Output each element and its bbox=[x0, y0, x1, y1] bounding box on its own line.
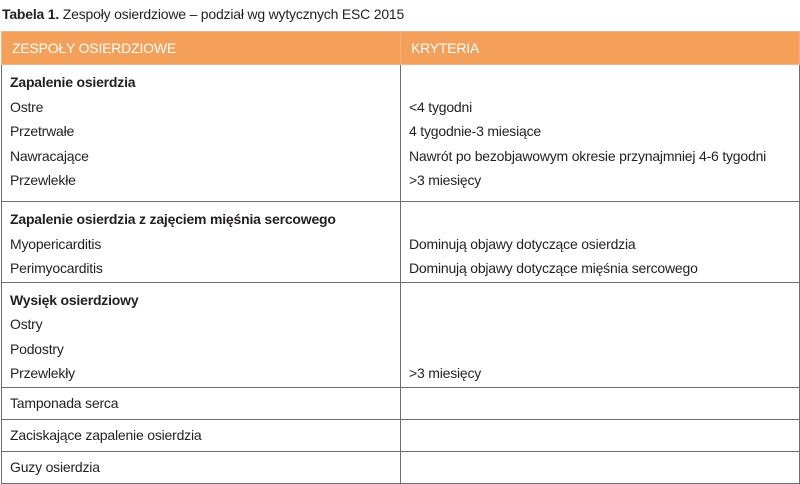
syndrome-cell bbox=[2, 65, 401, 202]
table-row bbox=[2, 387, 800, 419]
criteria-text: <4 tygodni bbox=[409, 98, 472, 115]
criteria-text: >3 miesięcy bbox=[409, 172, 482, 188]
criteria-text bbox=[409, 313, 799, 338]
header-syndromes: ZESPOŁY OSIERDZIOWE bbox=[2, 32, 401, 65]
table-row-group-pericarditis bbox=[2, 65, 800, 202]
table-row bbox=[2, 451, 800, 483]
criteria-cell bbox=[401, 202, 800, 283]
criteria-text bbox=[401, 451, 800, 483]
caption-label: Tabela 1. bbox=[2, 6, 60, 22]
table-row-group-effusion bbox=[2, 282, 800, 387]
syndrome-name: Guzy osierdzia bbox=[2, 451, 401, 483]
table-row bbox=[2, 419, 800, 451]
syndrome-name: Podostry bbox=[10, 340, 64, 357]
header-criteria: KRYTERIA bbox=[401, 32, 800, 65]
criteria-text: >3 miesięcy bbox=[409, 365, 482, 381]
syndrome-cell bbox=[2, 282, 401, 387]
group-title: Wysięk osierdziowy bbox=[10, 291, 139, 308]
group-title: Zapalenie osierdzia bbox=[10, 74, 136, 90]
criteria-cell bbox=[401, 65, 800, 202]
criteria-text bbox=[401, 387, 800, 419]
syndrome-name: Przewlekłe bbox=[10, 172, 76, 188]
syndrome-name: Ostry bbox=[10, 316, 43, 332]
syndrome-name: Tamponada serca bbox=[2, 387, 401, 419]
group-title: Zapalenie osierdzia z zajęciem mięśnia sercowego bbox=[10, 211, 336, 227]
syndrome-name: Nawracające bbox=[10, 147, 89, 164]
criteria-text: 4 tygodnie-3 miesiące bbox=[409, 123, 541, 139]
caption-text: Zespoły osierdziowe – podział wg wytycznych ESC 2015 bbox=[62, 6, 405, 22]
syndrome-name: Myopericarditis bbox=[10, 235, 102, 252]
criteria-cell bbox=[401, 282, 800, 387]
criteria-text bbox=[401, 419, 800, 451]
syndrome-name: Zaciskające zapalenie osierdzia bbox=[2, 419, 401, 451]
criteria-text bbox=[409, 338, 799, 363]
criteria-text: Dominują objawy dotyczące mięśnia sercowego bbox=[409, 260, 698, 276]
table-caption bbox=[2, 5, 404, 23]
criteria-spacer bbox=[409, 289, 799, 314]
table-header-row bbox=[2, 32, 800, 65]
syndrome-name: Perimyocarditis bbox=[10, 260, 103, 276]
syndrome-name: Przewlekły bbox=[10, 365, 75, 381]
pericardial-syndromes-table bbox=[1, 31, 800, 484]
syndrome-name: Przetrwałe bbox=[10, 123, 75, 139]
criteria-spacer bbox=[409, 208, 799, 233]
criteria-spacer bbox=[409, 71, 799, 96]
syndrome-name: Ostre bbox=[10, 98, 44, 115]
table-row-group-myopericarditis bbox=[2, 202, 800, 283]
criteria-text: Dominują objawy dotyczące osierdzia bbox=[409, 235, 636, 252]
criteria-text: Nawrót po bezobjawowym okresie przynajmniej 4-6 tygodni bbox=[409, 147, 767, 164]
syndrome-cell bbox=[2, 202, 401, 283]
